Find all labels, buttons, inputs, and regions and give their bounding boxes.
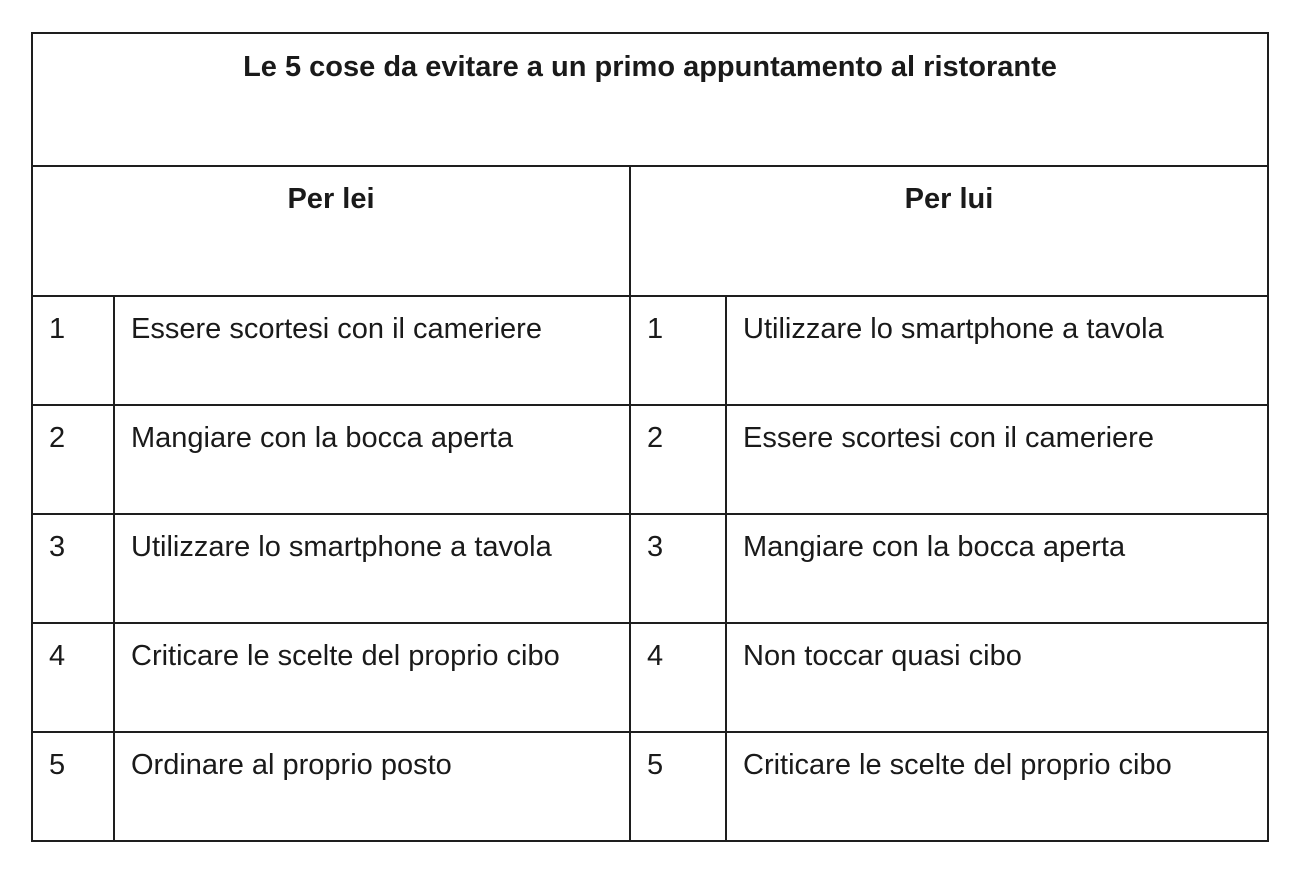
table-row — [32, 296, 1268, 405]
him-number: 2 — [647, 422, 664, 454]
her-item-cell — [114, 405, 630, 514]
header-him-cell — [630, 166, 1268, 296]
her-item-cell — [114, 623, 630, 732]
her-item: Criticare le scelte del proprio cibo — [131, 640, 560, 672]
her-item-cell — [114, 732, 630, 841]
table-row — [32, 514, 1268, 623]
him-item-cell — [726, 296, 1268, 405]
tips-table — [31, 32, 1269, 842]
her-item-cell — [114, 514, 630, 623]
him-number: 3 — [647, 531, 664, 563]
her-number-cell — [32, 296, 114, 405]
him-item-cell — [726, 514, 1268, 623]
her-item: Ordinare al proprio posto — [131, 749, 452, 781]
table-row — [32, 623, 1268, 732]
him-number: 5 — [647, 749, 664, 781]
her-number-cell — [32, 623, 114, 732]
him-item: Non toccar quasi cibo — [743, 640, 1022, 672]
her-number: 1 — [49, 313, 66, 345]
her-number-cell — [32, 732, 114, 841]
him-item: Criticare le scelte del proprio cibo — [743, 749, 1172, 781]
her-number: 2 — [49, 422, 66, 454]
him-number: 4 — [647, 640, 664, 672]
him-number-cell — [630, 514, 726, 623]
header-row — [32, 166, 1268, 296]
title-row — [32, 33, 1268, 166]
header-her-cell — [32, 166, 630, 296]
table-title-cell — [32, 33, 1268, 166]
her-item-cell — [114, 296, 630, 405]
her-item: Essere scortesi con il cameriere — [131, 313, 542, 345]
table-row — [32, 405, 1268, 514]
her-number: 5 — [49, 749, 66, 781]
him-item: Mangiare con la bocca aperta — [743, 531, 1126, 563]
her-number-cell — [32, 514, 114, 623]
her-item: Utilizzare lo smartphone a tavola — [131, 531, 552, 563]
him-number: 1 — [647, 313, 664, 345]
him-item: Essere scortesi con il cameriere — [743, 422, 1154, 454]
him-item: Utilizzare lo smartphone a tavola — [743, 313, 1164, 345]
table-title: Le 5 cose da evitare a un primo appuntamento al ristorante — [243, 51, 1057, 83]
him-number-cell — [630, 732, 726, 841]
her-number-cell — [32, 405, 114, 514]
him-number-cell — [630, 623, 726, 732]
header-her: Per lei — [287, 183, 375, 215]
him-number-cell — [630, 405, 726, 514]
him-item-cell — [726, 405, 1268, 514]
him-item-cell — [726, 732, 1268, 841]
her-item: Mangiare con la bocca aperta — [131, 422, 514, 454]
him-number-cell — [630, 296, 726, 405]
table-row — [32, 732, 1268, 841]
him-item-cell — [726, 623, 1268, 732]
her-number: 3 — [49, 531, 66, 563]
header-him: Per lui — [904, 183, 994, 215]
her-number: 4 — [49, 640, 66, 672]
